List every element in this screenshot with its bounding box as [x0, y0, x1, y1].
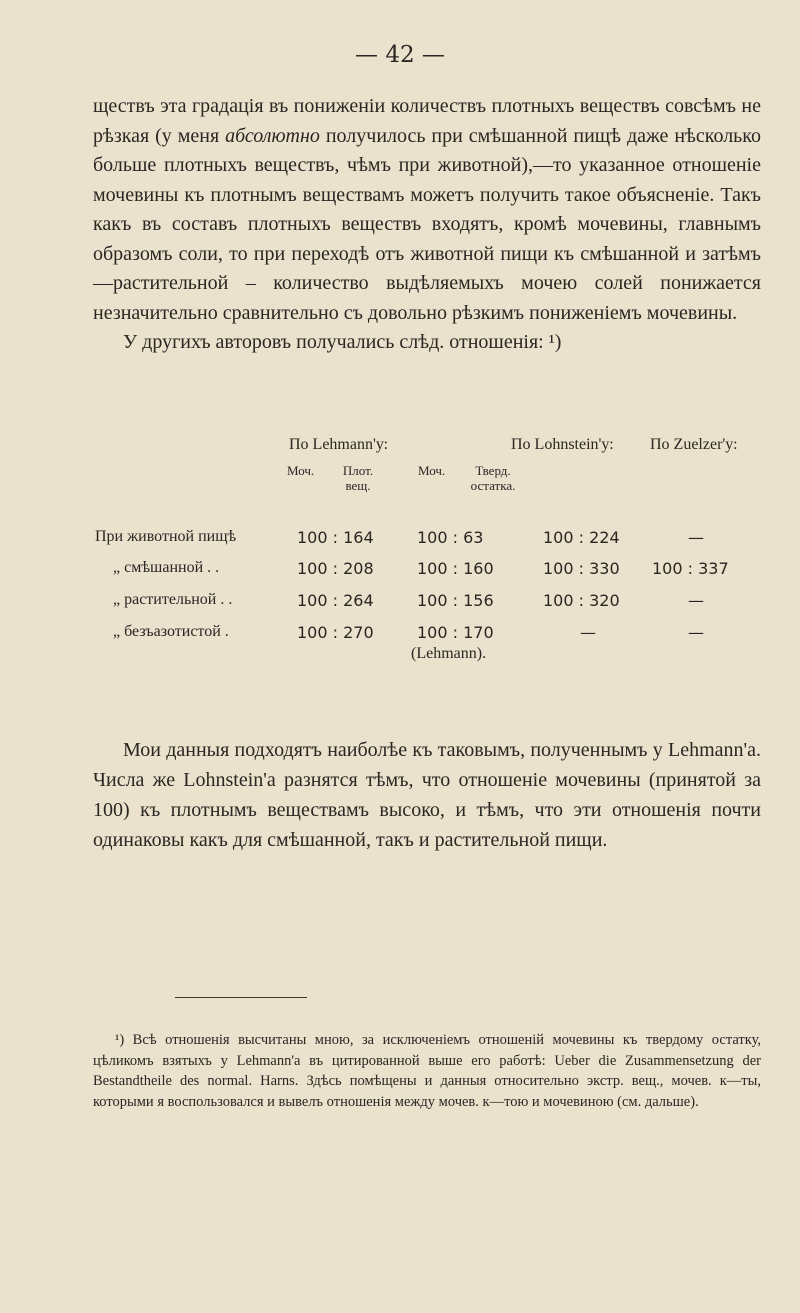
subheader-tverd-line2: остатка. [470, 478, 516, 493]
row-label-animal: При животной пищѣ [95, 528, 237, 545]
row-label-mixed: „ смѣшанной . . [113, 559, 220, 576]
cell-animal-lohnstein: 100 : 224 [543, 528, 620, 547]
paragraph-2-text: Мои данныя подходятъ наиболѣе къ таковымъ, полученнымъ у Lehmann'a. Числа же Lohnstein'a разнятся тѣмъ, что отношеніе мочевины (принятой за 100) къ плотнымъ веществамъ высоко, и тѣмъ, что эти отношенія почти одинаковы какъ для смѣшанной, такъ и растительной пищи. [93, 739, 761, 851]
header-lohnstein: По Lohnstein'у: [511, 436, 614, 453]
subheader-plot-line1: Плот. [342, 463, 374, 478]
cell-nitrogen-free-zuelzer: — [688, 623, 704, 642]
emphasis-word: абсолютно [225, 124, 320, 147]
subheader-tverd [448, 463, 538, 493]
cell-animal-lehmann-plot: 100 : 164 [297, 528, 374, 547]
paragraph-1-start: ществъ эта градація въ пониженіи количествъ плотныхъ веществъ совсѣмъ не рѣзкая (у меня [93, 95, 761, 147]
subheader-moch-2: Моч. [418, 463, 446, 478]
footnote [93, 1030, 761, 1112]
subheader-moch-1: Моч. [287, 463, 315, 478]
subheader-plot-line2: вещ. [345, 478, 371, 493]
cell-mixed-lehmann-tverd: 100 : 160 [417, 559, 494, 578]
cell-vegetable-lehmann-tverd: 100 : 156 [417, 591, 494, 610]
cell-mixed-lehmann-plot: 100 : 208 [297, 559, 374, 578]
cell-vegetable-lohnstein: 100 : 320 [543, 591, 620, 610]
cell-nitrogen-free-lohnstein: — [580, 623, 596, 642]
paragraph-intro: У другихъ авторовъ получались слѣд. отношенія: ¹) [123, 331, 562, 353]
footnote-text: ¹) Всѣ отношенія высчитаны мною, за исключеніемъ отношеній мочевины къ твердому остатку, цѣликомъ взятыхъ у Lehmann'a въ цитированной выше его работѣ: Ueber die Zusammensetzung der Bestandtheile des normal. Harns. Здѣсь помѣщены и данныя относительно экстр. вещ., мочев. к—ты, которыми я воспользовался и вывелъ отношенія между мочев. к—тою и мочевиною (см. дальше). [93, 1032, 761, 1110]
subheader-tverd-line1: Тверд. [475, 463, 511, 478]
row-label-nitrogen-free: „ безъазотистой . [113, 623, 229, 640]
header-zuelzer: По Zuelzer'у: [650, 436, 738, 453]
cell-animal-zuelzer: — [688, 528, 704, 547]
header-lehmann: По Lehmann'у: [289, 436, 389, 453]
footnote-divider [175, 997, 307, 998]
cell-nitrogen-free-lehmann-tverd: 100 : 170 [417, 623, 494, 642]
paragraph-2 [93, 735, 761, 855]
row-label-vegetable: „ растительной . . [113, 591, 233, 608]
table-source-note: (Lehmann). [411, 645, 487, 662]
subheader-plot [336, 463, 380, 493]
page-number: — 42 — [355, 42, 445, 68]
cell-animal-lehmann-tverd: 100 : 63 [417, 528, 484, 547]
cell-nitrogen-free-lehmann-plot: 100 : 270 [297, 623, 374, 642]
main-paragraph [93, 92, 761, 358]
cell-mixed-lohnstein: 100 : 330 [543, 559, 620, 578]
cell-vegetable-lehmann-plot: 100 : 264 [297, 591, 374, 610]
cell-mixed-zuelzer: 100 : 337 [652, 559, 729, 578]
paragraph-1 [93, 92, 761, 328]
cell-vegetable-zuelzer: — [688, 591, 704, 610]
paragraph-1-rest: получилось при смѣшанной пищѣ даже нѣсколько больше плотныхъ веществъ, чѣмъ при животной),—то указанное отношеніе мочевины къ плотнымъ веществамъ можетъ получить такое объясненіе. Такъ какъ въ составъ плотныхъ веществъ входятъ, кромѣ мочевины, главнымъ образомъ соли, то при переходѣ отъ животной пищи къ смѣшанной и затѣмъ—растительной – количество выдѣляемыхъ мочею солей понижается незначительно сравнительно съ довольно рѣзкимъ пониженіемъ мочевины. [93, 124, 762, 324]
